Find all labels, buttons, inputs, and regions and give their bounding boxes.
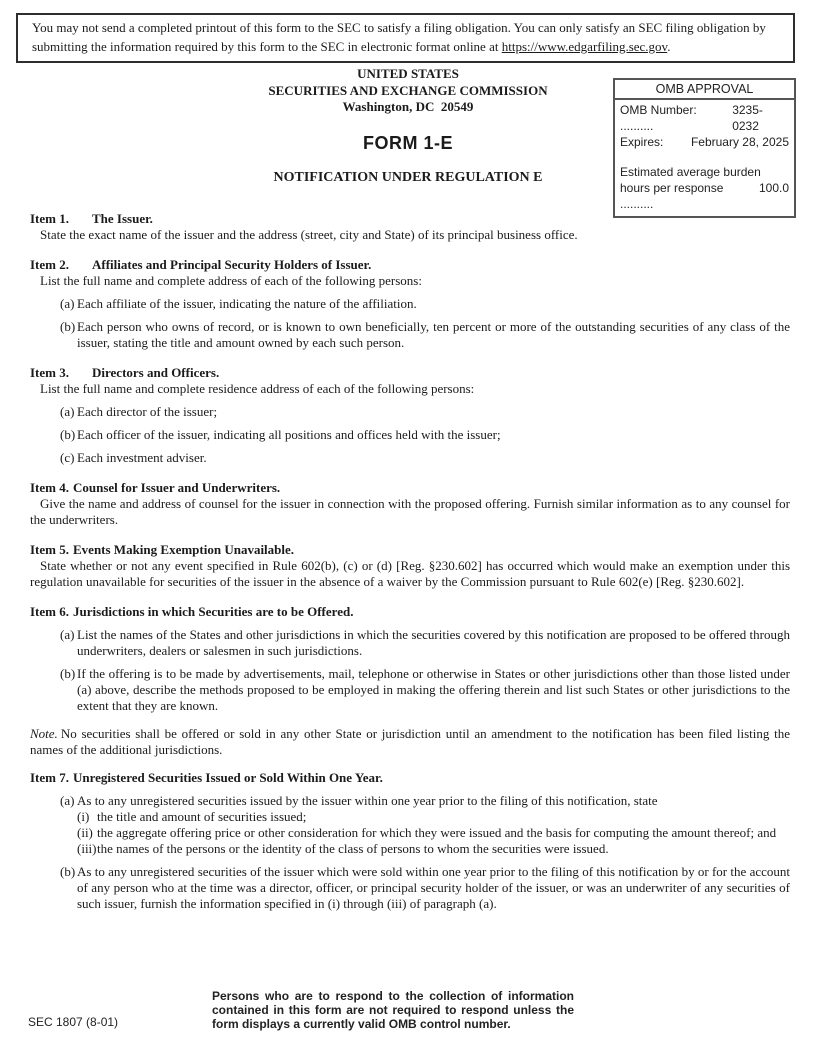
item-5-section — [30, 542, 790, 590]
item-2b-text: Each person who owns of record, or is known to own beneficially, ten percent or more of the outstanding securities of any class of the issuer, stating the title and amount owned by each such person. — [77, 319, 790, 350]
item-3b — [60, 427, 790, 443]
item-7a-label: (a) — [60, 793, 75, 808]
item-3-body: List the full name and complete residence address of each of the following persons: — [40, 381, 475, 396]
item-7-title: Unregistered Securities Issued or Sold Within One Year. — [73, 770, 383, 785]
item-6a-label: (a) — [60, 627, 75, 642]
item-7a-ii — [77, 825, 790, 841]
jurisdictions-note — [30, 726, 790, 758]
item-2b — [60, 319, 790, 351]
form-subtitle: NOTIFICATION UNDER REGULATION E — [273, 170, 543, 185]
item-2-number: Item 2. — [30, 257, 69, 272]
item-4-number: Item 4. — [30, 480, 69, 495]
item-6b-label: (b) — [60, 666, 76, 681]
item-6-heading — [30, 604, 790, 620]
item-7a — [60, 793, 790, 857]
item-6-number: Item 6. — [30, 604, 69, 619]
item-4-title: Counsel for Issuer and Underwriters. — [73, 480, 281, 495]
item-1-number: Item 1. — [30, 211, 69, 226]
omb-burden-label: hours per response .......... — [620, 181, 724, 211]
agency-header-line3: Washington, DC 20549 — [342, 99, 474, 114]
item-7a-text-block — [77, 793, 790, 857]
item-2a-text: Each affiliate of the issuer, indicating the nature of the affiliation. — [77, 296, 417, 311]
item-6a — [60, 627, 790, 659]
item-3-heading — [30, 365, 790, 381]
omb-burden-line1: Estimated average burden — [620, 165, 761, 179]
item-5-body: State whether or not any event specified in Rule 602(b), (c) or (d) [Reg. §230.602] has occurred which would make an exemption under this regulation unavailable for securities of the issuer in the absence of a waiver by the Commission pursuant to Rule 602(e) [Reg. §230.602]. — [30, 558, 790, 589]
item-7-section — [30, 770, 790, 912]
item-7-heading — [30, 770, 790, 786]
banner-text-after: . — [667, 39, 671, 54]
item-4-heading — [30, 480, 790, 496]
item-2a-label: (a) — [60, 296, 75, 311]
item-2-title: Affiliates and Principal Security Holders of Issuer. — [92, 257, 372, 272]
item-3b-text: Each officer of the issuer, indicating all positions and offices held with the issuer; — [77, 427, 501, 442]
form-body — [30, 211, 790, 912]
item-1-body: State the exact name of the issuer and the address (street, city and State) of its principal business office. — [40, 227, 578, 242]
item-3-title: Directors and Officers. — [92, 365, 220, 380]
item-6b-text: If the offering is to be made by advertisements, mail, telephone or otherwise in States or other jurisdictions other than those listed under (a) above, describe the methods proposed to be employed in making the offering therein and list such States or other jurisdictions to the extent that they are known. — [77, 666, 790, 713]
item-5-heading — [30, 542, 790, 558]
item-7a-ii-text: the aggregate offering price or other consideration for which they were issued and the basis for computing the amount thereof; and — [97, 825, 777, 840]
item-3-section — [30, 365, 790, 466]
edgar-warning-banner — [16, 13, 795, 63]
form-title: FORM 1-E — [362, 133, 453, 153]
edgar-filing-link[interactable]: https://www.edgarfiling.sec.gov — [501, 39, 668, 54]
form-code: SEC 1807 (8-01) — [28, 1015, 119, 1029]
item-5-number: Item 5. — [30, 542, 69, 557]
item-3a-text: Each director of the issuer; — [77, 404, 218, 419]
item-7a-text: As to any unregistered securities issued by the issuer within one year prior to the filing of this notification, state — [77, 793, 658, 808]
item-6-section — [30, 604, 790, 714]
note-label: Note. — [30, 726, 58, 741]
agency-header-line1: UNITED STATES — [357, 66, 459, 81]
item-7a-i — [77, 809, 790, 825]
item-2-section — [30, 257, 790, 351]
omb-number-label: OMB Number: .......... — [620, 103, 697, 133]
item-7a-i-text: the title and amount of securities issued; — [97, 809, 307, 824]
omb-box-title: OMB APPROVAL — [615, 80, 794, 100]
agency-header-line2: SECURITIES AND EXCHANGE COMMISSION — [268, 82, 548, 98]
item-3c — [60, 450, 790, 466]
agency-header — [0, 66, 816, 116]
item-1-section — [30, 211, 790, 243]
item-6b — [60, 666, 790, 714]
omb-burden-value: 100.0 — [758, 181, 789, 195]
omb-number-value: 3235-0232 — [732, 103, 763, 133]
omb-expires-label: Expires: — [620, 135, 664, 149]
item-7a-iii-label: (iii) — [77, 841, 97, 856]
item-3-number: Item 3. — [30, 365, 69, 380]
banner-text: You may not send a completed printout of this form to the SEC to satisfy a filing obligation. You can only satisfy an SEC filing obligation by submitting the information required by this form to the SEC in electronic format online at — [32, 20, 766, 54]
item-7b — [60, 864, 790, 912]
item-7a-iii — [77, 841, 790, 857]
item-3a-label: (a) — [60, 404, 75, 419]
item-3a — [60, 404, 790, 420]
item-7b-label: (b) — [60, 864, 76, 879]
omb-box-body — [615, 100, 794, 216]
item-3c-label: (c) — [60, 450, 75, 465]
item-1-heading — [30, 211, 790, 227]
item-7a-ii-label: (ii) — [77, 825, 93, 840]
item-6-title: Jurisdictions in which Securities are to be Offered. — [73, 604, 354, 619]
omb-expires-value: February 28, 2025 — [690, 135, 789, 149]
item-4-body: Give the name and address of counsel for the issuer in connection with the proposed offering. Furnish similar information as to any counsel for the underwriters. — [30, 496, 790, 527]
item-4-section — [30, 480, 790, 528]
item-2-body: List the full name and complete address of each of the following persons: — [40, 273, 422, 288]
item-3b-label: (b) — [60, 427, 76, 442]
item-2a — [60, 296, 790, 312]
item-1-title: The Issuer. — [92, 211, 153, 226]
item-7b-text: As to any unregistered securities of the issuer which were sold within one year prior to the filing of this notification by or for the account of any person who at the time was a director, officer, or principal security holder of the issuer, or was an underwriter of any securities of such issuer, furnish the information specified in (i) through (iii) of paragraph (a). — [77, 864, 790, 911]
note-text: No securities shall be offered or sold in any other State or jurisdiction until an amendment to the notification has been filed listing the names of the additional jurisdictions. — [30, 726, 790, 757]
item-3c-text: Each investment adviser. — [77, 450, 207, 465]
item-6a-text: List the names of the States and other jurisdictions in which the securities covered by this notification are proposed to be offered through underwriters, dealers or salesmen in such jurisdictions. — [77, 627, 790, 658]
item-5-title: Events Making Exemption Unavailable. — [73, 542, 295, 557]
omb-notice: Persons who are to respond to the collection of information contained in this form are not required to respond unless the form displays a currently valid OMB control number. — [212, 989, 574, 1031]
item-2-heading — [30, 257, 790, 273]
item-7a-i-label: (i) — [77, 809, 90, 824]
item-7-number: Item 7. — [30, 770, 69, 785]
item-7a-iii-text: the names of the persons or the identity of the class of persons to whom the securities were issued. — [97, 841, 609, 856]
item-2b-label: (b) — [60, 319, 76, 334]
